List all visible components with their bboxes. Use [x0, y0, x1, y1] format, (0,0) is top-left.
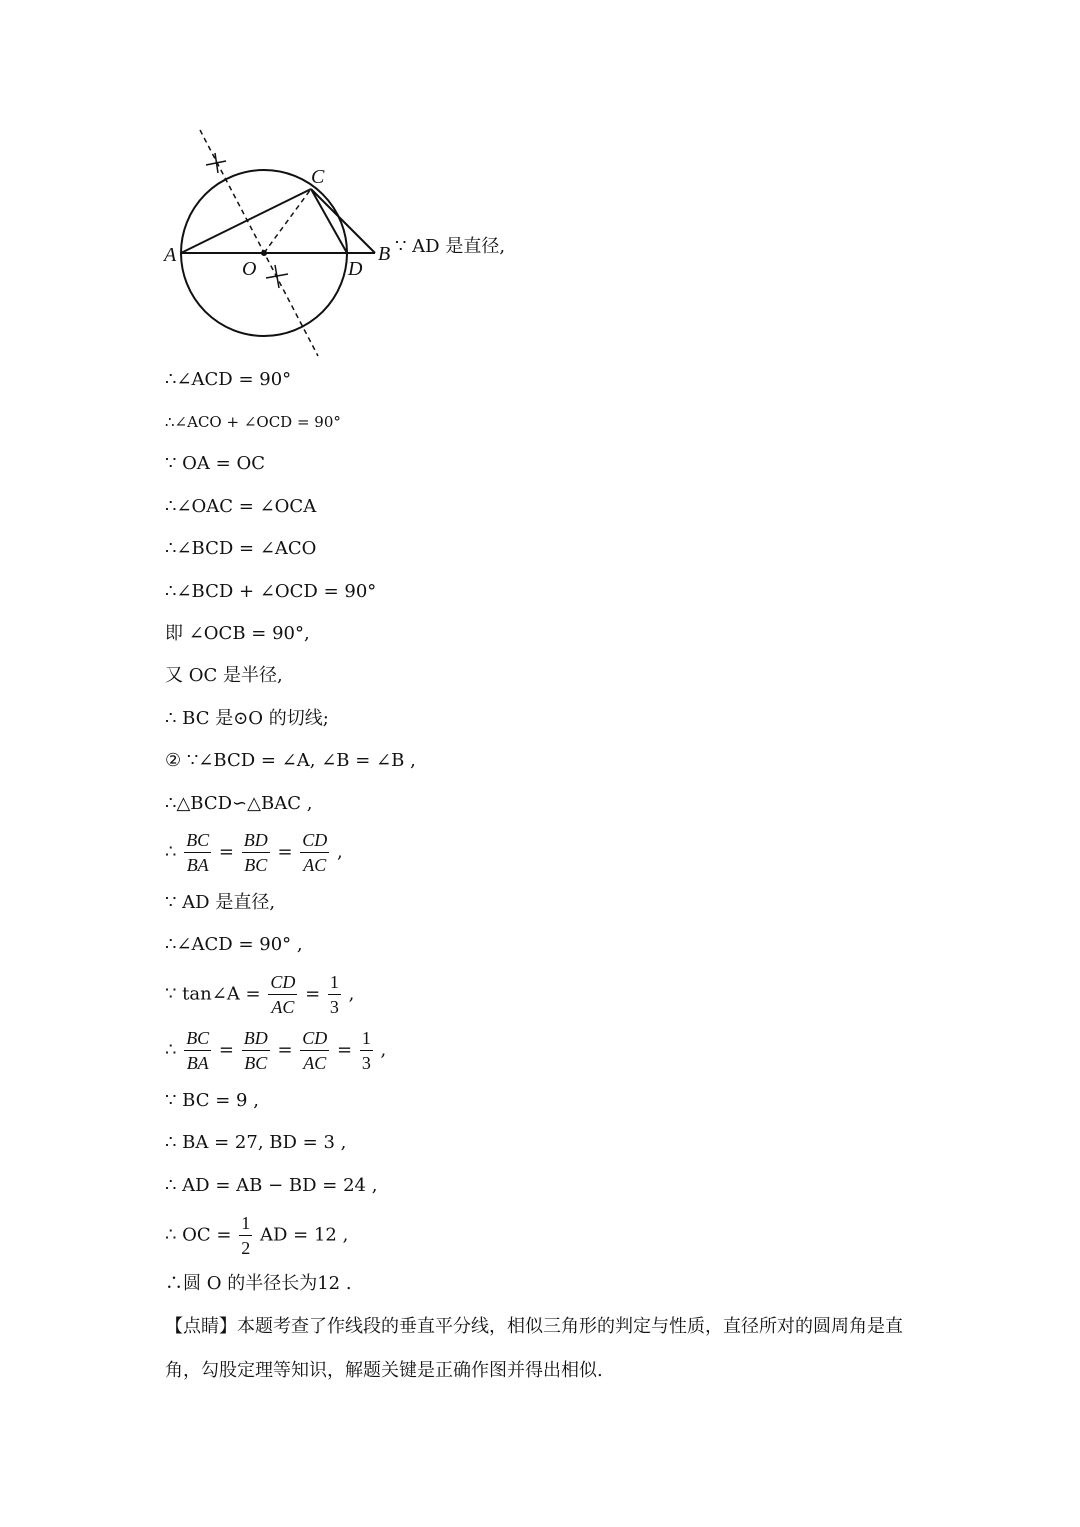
step-line: ∴∠OAC = ∠OCA [165, 496, 317, 517]
step-line: ∴ BA = 27, BD = 3 , [165, 1132, 347, 1153]
step-line: ∴ BC 是⊙O 的切线; [165, 708, 329, 729]
ratio-prefix: ∴ [165, 1039, 177, 1061]
label-d: D [348, 258, 363, 280]
label-b: B [378, 243, 391, 265]
oc-suffix: AD = 12 , [259, 1224, 349, 1246]
ratio-line-2: ∴ $\frac{BC}{BA}$ = $\frac{BD}{BC}$ = $\frac{CD}{AC}$ = $\frac{1}{3}$ , [165, 1028, 387, 1073]
step-line: ∴∠ACD = 90° [165, 369, 292, 390]
ratio-suffix: , [380, 1039, 387, 1061]
comment-paragraph [165, 1305, 925, 1393]
oc-prefix: ∴ OC = [165, 1224, 232, 1246]
fraction-cd-ac: $\frac{CD}{AC}$ [270, 972, 296, 1017]
comment-text: 本题考查了作线段的垂直平分线，相似三角形的判定与性质，直径所对的圆周角是直角，勾股定理等知识，解题关键是正确作图并得出相似. [165, 1316, 903, 1381]
step-line: ∴∠ACD = 90° , [165, 934, 303, 955]
fraction-cd-ac: $\frac{CD}{AC}$ [302, 1028, 328, 1073]
center-point-o [261, 250, 267, 256]
step-line: ∵ BC = 9 , [165, 1090, 259, 1111]
fraction-bd-bc: $\frac{BD}{BC}$ [243, 1028, 268, 1073]
step-line: 又 OC 是半径, [165, 665, 283, 686]
ratio-line-1: ∴ $\frac{BC}{BA}$ = $\frac{BD}{BC}$ = $\frac{CD}{AC}$ , [165, 830, 343, 875]
ratio-prefix: ∴ [165, 841, 177, 863]
step-line: ∴∠ACO + ∠OCD = 90° [165, 413, 341, 431]
segment-oc-dashed [264, 189, 311, 253]
step-line: ∵ AD 是直径, [165, 892, 276, 913]
comment-tag: 【点睛】 [165, 1316, 237, 1337]
tan-suffix: , [348, 983, 355, 1005]
label-a: A [164, 244, 177, 266]
fraction-bc-ba: $\frac{BC}{BA}$ [186, 1028, 210, 1073]
fraction-one-third: $\frac{1}{3}$ [361, 1028, 371, 1073]
oc-line [165, 1211, 348, 1260]
fraction-bd-bc: $\frac{BD}{BC}$ [243, 830, 268, 875]
geometry-figure [160, 125, 410, 360]
step-line: ∴∠BCD + ∠OCD = 90° [165, 581, 377, 602]
fraction-one-third: $\frac{1}{3}$ [329, 972, 339, 1017]
conclusion-line: ∴圆 O 的半径长为12 . [165, 1273, 352, 1294]
ratio-suffix: , [337, 841, 343, 863]
circle-diagram [160, 125, 410, 360]
label-o: O [242, 258, 257, 280]
tan-line: ∵ tan∠A = $\frac{CD}{AC}$ = $\frac{1}{3}$ , [165, 972, 355, 1017]
step-line: 即 ∠OCB = 90°, [165, 623, 310, 644]
fraction-bc-ba: $\frac{BC}{BA}$ [186, 830, 210, 875]
segment-cb [311, 189, 375, 253]
label-c: C [311, 166, 325, 188]
step-line: ∴ AD = AB − BD = 24 , [165, 1175, 378, 1196]
fraction-cd-ac: $\frac{CD}{AC}$ [302, 830, 328, 875]
step-line: ∵ OA = OC [165, 453, 265, 474]
fraction-one-half: $\frac{1}{2}$ [241, 1213, 251, 1258]
step-line: ∴△BCD∽△BAC , [165, 793, 313, 814]
step-line: ② ∵∠BCD = ∠A, ∠B = ∠B , [165, 750, 416, 771]
step-line: ∴∠BCD = ∠ACO [165, 538, 317, 559]
figure-note: ∵ AD 是直径, [395, 236, 506, 257]
tan-prefix: ∵ tan∠A = [165, 983, 261, 1005]
